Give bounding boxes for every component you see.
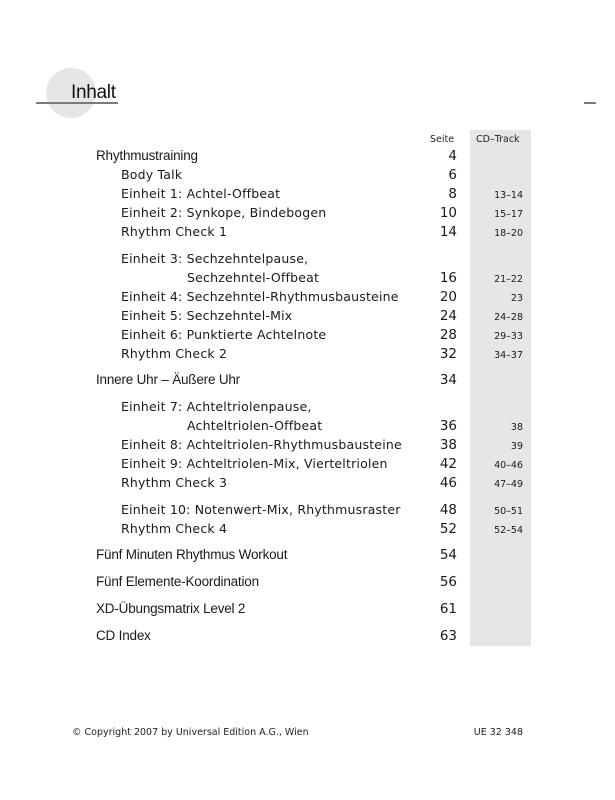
entry-label: Einheit 4: Sechzehntel-Rhythmusbausteine — [121, 289, 399, 304]
toc-entry[interactable] — [0, 475, 615, 495]
edge-rule — [584, 102, 596, 104]
entry-label: Innere Uhr – Äußere Uhr — [96, 372, 240, 387]
entry-page: 46 — [439, 475, 457, 491]
toc-entry[interactable] — [0, 251, 615, 271]
track-column-header: CD–Track — [476, 134, 520, 145]
entry-label: Einheit 9: Achteltriolen-Mix, Vierteltriolen — [121, 456, 388, 471]
toc-entry[interactable] — [0, 547, 615, 567]
entry-label: Sechzehntel-Offbeat — [187, 270, 320, 285]
toc-entry[interactable] — [0, 372, 615, 392]
toc-entry[interactable] — [0, 628, 615, 648]
entry-page: 20 — [439, 289, 457, 305]
toc-entry[interactable] — [0, 186, 615, 206]
entry-page: 28 — [439, 327, 457, 343]
toc-entry[interactable] — [0, 418, 615, 438]
toc-entry[interactable] — [0, 205, 615, 225]
entry-track: 47–49 — [494, 479, 523, 490]
toc-entry[interactable] — [0, 601, 615, 621]
entry-label: Einheit 10: Notenwert-Mix, Rhythmusraster — [121, 502, 401, 517]
entry-page: 63 — [439, 628, 457, 644]
entry-page: 4 — [448, 148, 457, 164]
entry-track: 21–22 — [494, 274, 523, 285]
entry-label: Einheit 5: Sechzehntel-Mix — [121, 308, 293, 323]
toc-entry[interactable] — [0, 270, 615, 290]
entry-page: 61 — [439, 601, 457, 617]
toc-entry[interactable] — [0, 437, 615, 457]
entry-track: 15–17 — [494, 209, 523, 220]
entry-label: Achteltriolen-Offbeat — [187, 418, 323, 433]
entry-track: 29–33 — [494, 331, 523, 342]
toc-entry[interactable] — [0, 327, 615, 347]
entry-label: Einheit 7: Achteltriolenpause, — [121, 399, 312, 414]
page-title: Inhalt — [71, 82, 116, 103]
toc-entry[interactable] — [0, 148, 615, 168]
entry-page: 8 — [448, 186, 457, 202]
entry-page: 32 — [439, 346, 457, 362]
entry-label: Einheit 3: Sechzehntelpause, — [121, 251, 309, 266]
entry-label: Einheit 2: Synkope, Bindebogen — [121, 205, 327, 220]
entry-label: Rhythmustraining — [96, 148, 198, 163]
copyright-notice: © Copyright 2007 by Universal Edition A.G., Wien — [72, 727, 309, 738]
catalog-number: UE 32 348 — [473, 727, 523, 738]
entry-track: 38 — [510, 422, 523, 433]
entry-page: 34 — [439, 372, 457, 388]
entry-label: XD-Übungsmatrix Level 2 — [96, 601, 246, 616]
toc-entry[interactable] — [0, 574, 615, 594]
entry-label: Fünf Elemente-Koordination — [96, 574, 259, 589]
entry-track: 18–20 — [494, 228, 523, 239]
toc-entry[interactable] — [0, 167, 615, 187]
entry-page: 52 — [439, 521, 457, 537]
toc-entry[interactable] — [0, 502, 615, 522]
entry-label: Rhythm Check 4 — [121, 521, 228, 536]
entry-label: Rhythm Check 1 — [121, 224, 228, 239]
entry-track: 34–37 — [494, 350, 523, 361]
entry-page: 54 — [439, 547, 457, 563]
entry-label: Einheit 6: Punktierte Achtelnote — [121, 327, 327, 342]
toc-entry[interactable] — [0, 456, 615, 476]
toc-entry[interactable] — [0, 399, 615, 419]
entry-page: 38 — [439, 437, 457, 453]
entry-page: 48 — [439, 502, 457, 518]
toc-entry[interactable] — [0, 521, 615, 541]
entry-label: Einheit 1: Achtel-Offbeat — [121, 186, 281, 201]
entry-page: 10 — [439, 205, 457, 221]
toc-entry[interactable] — [0, 346, 615, 366]
entry-track: 52–54 — [494, 525, 523, 536]
entry-page: 24 — [439, 308, 457, 324]
entry-track: 13–14 — [494, 190, 523, 201]
entry-page: 6 — [448, 167, 457, 183]
page-column-header: Seite — [430, 134, 455, 145]
entry-page: 16 — [439, 270, 457, 286]
entry-page: 36 — [439, 418, 457, 434]
entry-track: 39 — [510, 441, 523, 452]
entry-label: Rhythm Check 2 — [121, 346, 228, 361]
entry-track: 40–46 — [494, 460, 523, 471]
entry-page: 42 — [439, 456, 457, 472]
entry-label: Fünf Minuten Rhythmus Workout — [96, 547, 288, 562]
entry-label: Einheit 8: Achteltriolen-Rhythmusbausteine — [121, 437, 402, 452]
entry-page: 14 — [439, 224, 457, 240]
entry-track: 50–51 — [494, 506, 523, 517]
toc-entry[interactable] — [0, 224, 615, 244]
entry-track: 24–28 — [494, 312, 523, 323]
entry-label: Rhythm Check 3 — [121, 475, 228, 490]
entry-page: 56 — [439, 574, 457, 590]
entry-label: CD Index — [96, 628, 151, 643]
entry-track: 23 — [510, 293, 523, 304]
toc-entry[interactable] — [0, 308, 615, 328]
entry-label: Body Talk — [121, 167, 183, 182]
toc-entry[interactable] — [0, 289, 615, 309]
